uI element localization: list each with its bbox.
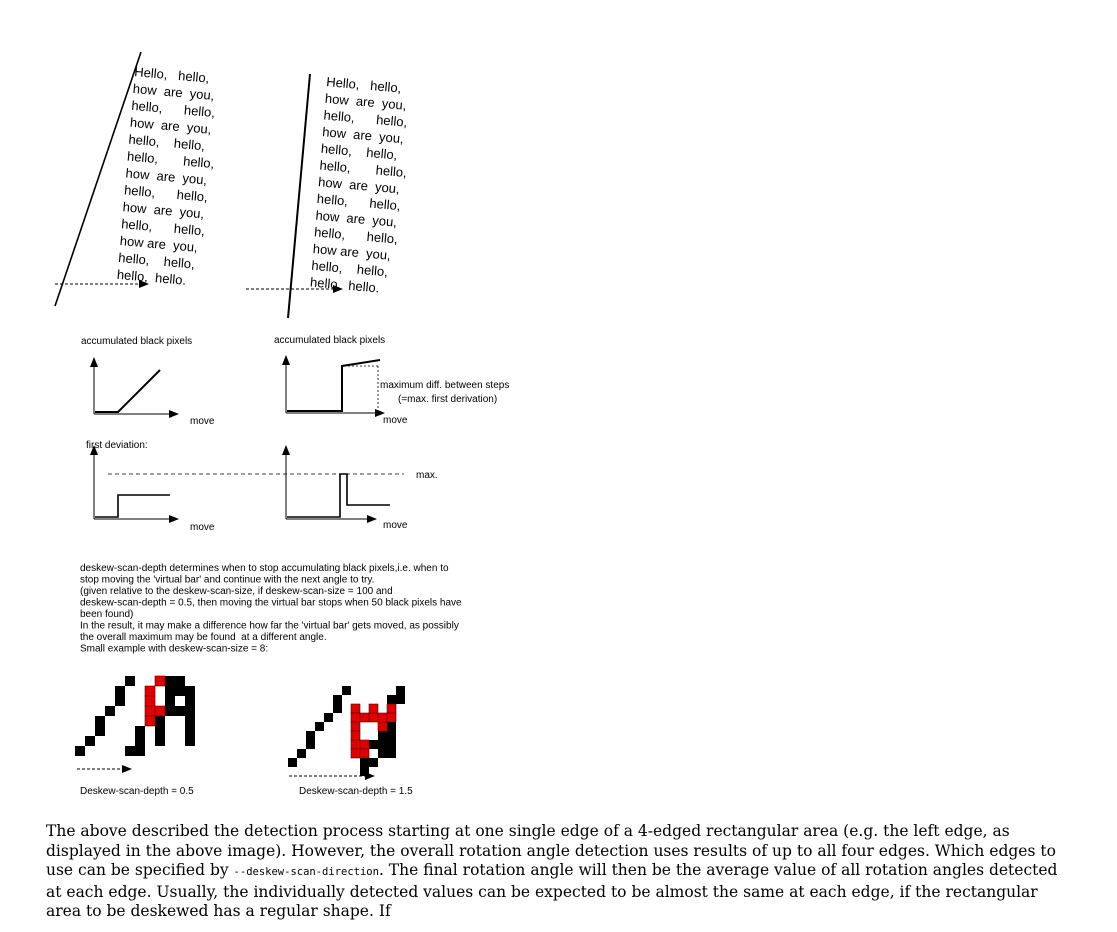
aligned-text-panel	[246, 74, 408, 318]
black-pixel	[333, 695, 342, 704]
black-pixel	[387, 731, 396, 740]
axis-label: move	[383, 415, 408, 426]
graph-label: first deviation:	[86, 440, 148, 451]
text-line: how are you,	[119, 233, 199, 255]
highlight-pixel	[360, 740, 369, 749]
black-pixel	[396, 686, 405, 695]
highlight-pixel	[387, 704, 396, 713]
left-text-block	[116, 64, 215, 288]
curve	[287, 360, 380, 411]
text-line: Hello, hello,	[325, 74, 402, 96]
axis-label: move	[383, 520, 408, 531]
text-line: the overall maximum may be found at a different angle.	[80, 632, 327, 643]
highlight-pixel	[369, 713, 378, 722]
text-line: In the result, it may make a difference how far the 'virtual bar' gets moved, as possibly	[80, 620, 459, 632]
highlight-pixel	[351, 713, 360, 722]
axis-label: move	[190, 416, 215, 427]
highlight-pixel	[145, 706, 155, 716]
text-line: (given relative to the deskew-scan-size, if deskew-scan-size = 100 and	[80, 586, 393, 597]
black-pixel	[315, 722, 324, 731]
black-pixel	[165, 686, 175, 696]
black-pixel	[297, 749, 306, 758]
black-pixel	[75, 746, 85, 756]
highlight-pixel	[351, 749, 360, 758]
highlight-pixel	[360, 749, 369, 758]
highlight-pixel	[145, 696, 155, 706]
black-pixel	[369, 758, 378, 767]
curve	[95, 370, 160, 412]
pixel-example-right	[288, 686, 405, 776]
black-pixel	[95, 726, 105, 736]
explanation-text	[80, 563, 462, 655]
caption-text-before: The above described the detection process starting at one single edge of a 4-edged rectangular area (e.g. the left edge, as displayed in the above image). However, the overall rotation angle detection uses results of up to all four edges. Which edges to use can be specified by	[46, 822, 1056, 880]
text-line: hello, hello,	[320, 140, 398, 163]
caption-text-after: . The final rotation angle will then be the average value of all rotation angles detected at each edge. Usually, the individually detected values can be expected to be almost the same at each edge, if the rectangular area to be deskewed has a regular shape. If	[46, 861, 1058, 921]
highlight-pixel	[145, 686, 155, 696]
black-pixel	[155, 736, 165, 746]
skewed-text-panel	[55, 52, 216, 306]
black-pixel	[175, 706, 185, 716]
black-pixel	[165, 676, 175, 686]
black-pixel	[135, 726, 145, 736]
caption-code: --deskew-scan-direction	[233, 866, 379, 879]
black-pixel	[387, 740, 396, 749]
virtual-bar-line	[288, 74, 310, 318]
highlight-pixel	[378, 722, 387, 731]
black-pixel	[396, 695, 405, 704]
black-pixel	[125, 746, 135, 756]
accumulated-graph-right	[274, 335, 509, 426]
black-pixel	[115, 696, 125, 706]
max-label: max.	[416, 470, 438, 481]
black-pixel	[378, 749, 387, 758]
black-pixel	[288, 758, 297, 767]
black-pixel	[387, 695, 396, 704]
black-pixel	[155, 726, 165, 736]
black-pixel	[165, 706, 175, 716]
text-line: how are you,	[314, 207, 398, 230]
graph-label: accumulated black pixels	[81, 336, 193, 347]
text-line: hello, hello,	[310, 257, 389, 280]
text-line: been found)	[80, 609, 134, 620]
text-line: how are you,	[324, 90, 408, 113]
highlight-pixel	[378, 713, 387, 722]
black-pixel	[333, 704, 342, 713]
black-pixel	[360, 767, 369, 776]
highlight-pixel	[155, 706, 165, 716]
black-pixel	[378, 731, 387, 740]
black-pixel	[85, 736, 95, 746]
highlight-pixel	[387, 713, 396, 722]
text-line: Hello, hello,	[133, 64, 210, 86]
text-line: how are you,	[132, 80, 215, 104]
black-pixel	[155, 716, 165, 726]
highlight-pixel	[145, 716, 155, 726]
highlight-pixel	[369, 704, 378, 713]
text-line: hello, hello,	[323, 107, 408, 130]
text-line: how are you,	[129, 114, 213, 137]
black-pixel	[135, 736, 145, 746]
text-line: stop moving the 'virtual bar' and continue with the next angle to try.	[80, 574, 375, 586]
black-pixel	[115, 686, 125, 696]
text-line: hello, hello,	[313, 224, 399, 247]
black-pixel	[306, 731, 315, 740]
text-line: hello, hello,	[117, 249, 196, 272]
black-pixel	[175, 686, 185, 696]
axis-label: move	[190, 522, 215, 533]
black-pixel	[125, 676, 135, 686]
text-line: hello, hello.	[309, 274, 380, 296]
example-label-right: Deskew-scan-depth = 1.5	[299, 786, 413, 797]
black-pixel	[185, 736, 195, 746]
black-pixel	[175, 676, 185, 686]
highlight-pixel	[351, 704, 360, 713]
black-pixel	[360, 758, 369, 767]
black-pixel	[165, 696, 175, 706]
text-line: hello, hello,	[126, 148, 215, 172]
highlight-pixel	[155, 676, 165, 686]
highlight-pixel	[351, 740, 360, 749]
curve	[287, 474, 390, 517]
text-line: how are you,	[317, 174, 401, 197]
text-line: hello, hello,	[120, 216, 206, 239]
text-line: hello, hello.	[116, 266, 187, 288]
right-text-block	[310, 74, 408, 295]
black-pixel	[378, 740, 387, 749]
text-line: how are you,	[312, 241, 392, 263]
black-pixel	[387, 722, 396, 731]
accumulated-graph-left	[81, 336, 215, 427]
black-pixel	[369, 740, 378, 749]
black-pixel	[185, 706, 195, 716]
annotation: (=max. first derivation)	[398, 394, 498, 405]
text-line: hello, hello,	[127, 131, 206, 154]
black-pixel	[306, 740, 315, 749]
first-deviation-graph-left	[86, 440, 215, 533]
black-pixel	[185, 696, 195, 706]
text-line: how are you,	[125, 165, 208, 188]
text-line: how are you,	[122, 199, 205, 222]
highlight-pixel	[351, 722, 360, 731]
black-pixel	[185, 716, 195, 726]
text-line: hello, hello,	[130, 97, 216, 121]
text-line: deskew-scan-depth determines when to stop accumulating black pixels,i.e. when to	[80, 563, 449, 574]
black-pixel	[105, 706, 115, 716]
highlight-pixel	[360, 713, 369, 722]
text-line: hello, hello,	[123, 182, 209, 205]
example-label-left: Deskew-scan-depth = 0.5	[80, 786, 194, 797]
first-deviation-graph-right	[108, 446, 438, 531]
black-pixel	[185, 686, 195, 696]
caption-paragraph	[46, 822, 1076, 922]
text-line: deskew-scan-depth = 0.5, then moving the virtual bar stops when 50 black pixels have	[80, 597, 462, 609]
text-line: Small example with deskew-scan-size = 8:	[80, 643, 269, 655]
graph-label: accumulated black pixels	[274, 335, 386, 346]
pixel-example-left	[75, 676, 195, 756]
black-pixel	[324, 713, 333, 722]
text-line: how are you,	[321, 124, 405, 147]
black-pixel	[135, 746, 145, 756]
curve	[95, 495, 170, 517]
annotation: maximum diff. between steps	[380, 380, 510, 391]
text-line: hello, hello,	[318, 157, 408, 181]
highlight-pixel	[351, 731, 360, 740]
black-pixel	[185, 726, 195, 736]
black-pixel	[342, 686, 351, 695]
black-pixel	[95, 716, 105, 726]
black-pixel	[387, 749, 396, 758]
text-line: hello, hello,	[316, 190, 402, 214]
